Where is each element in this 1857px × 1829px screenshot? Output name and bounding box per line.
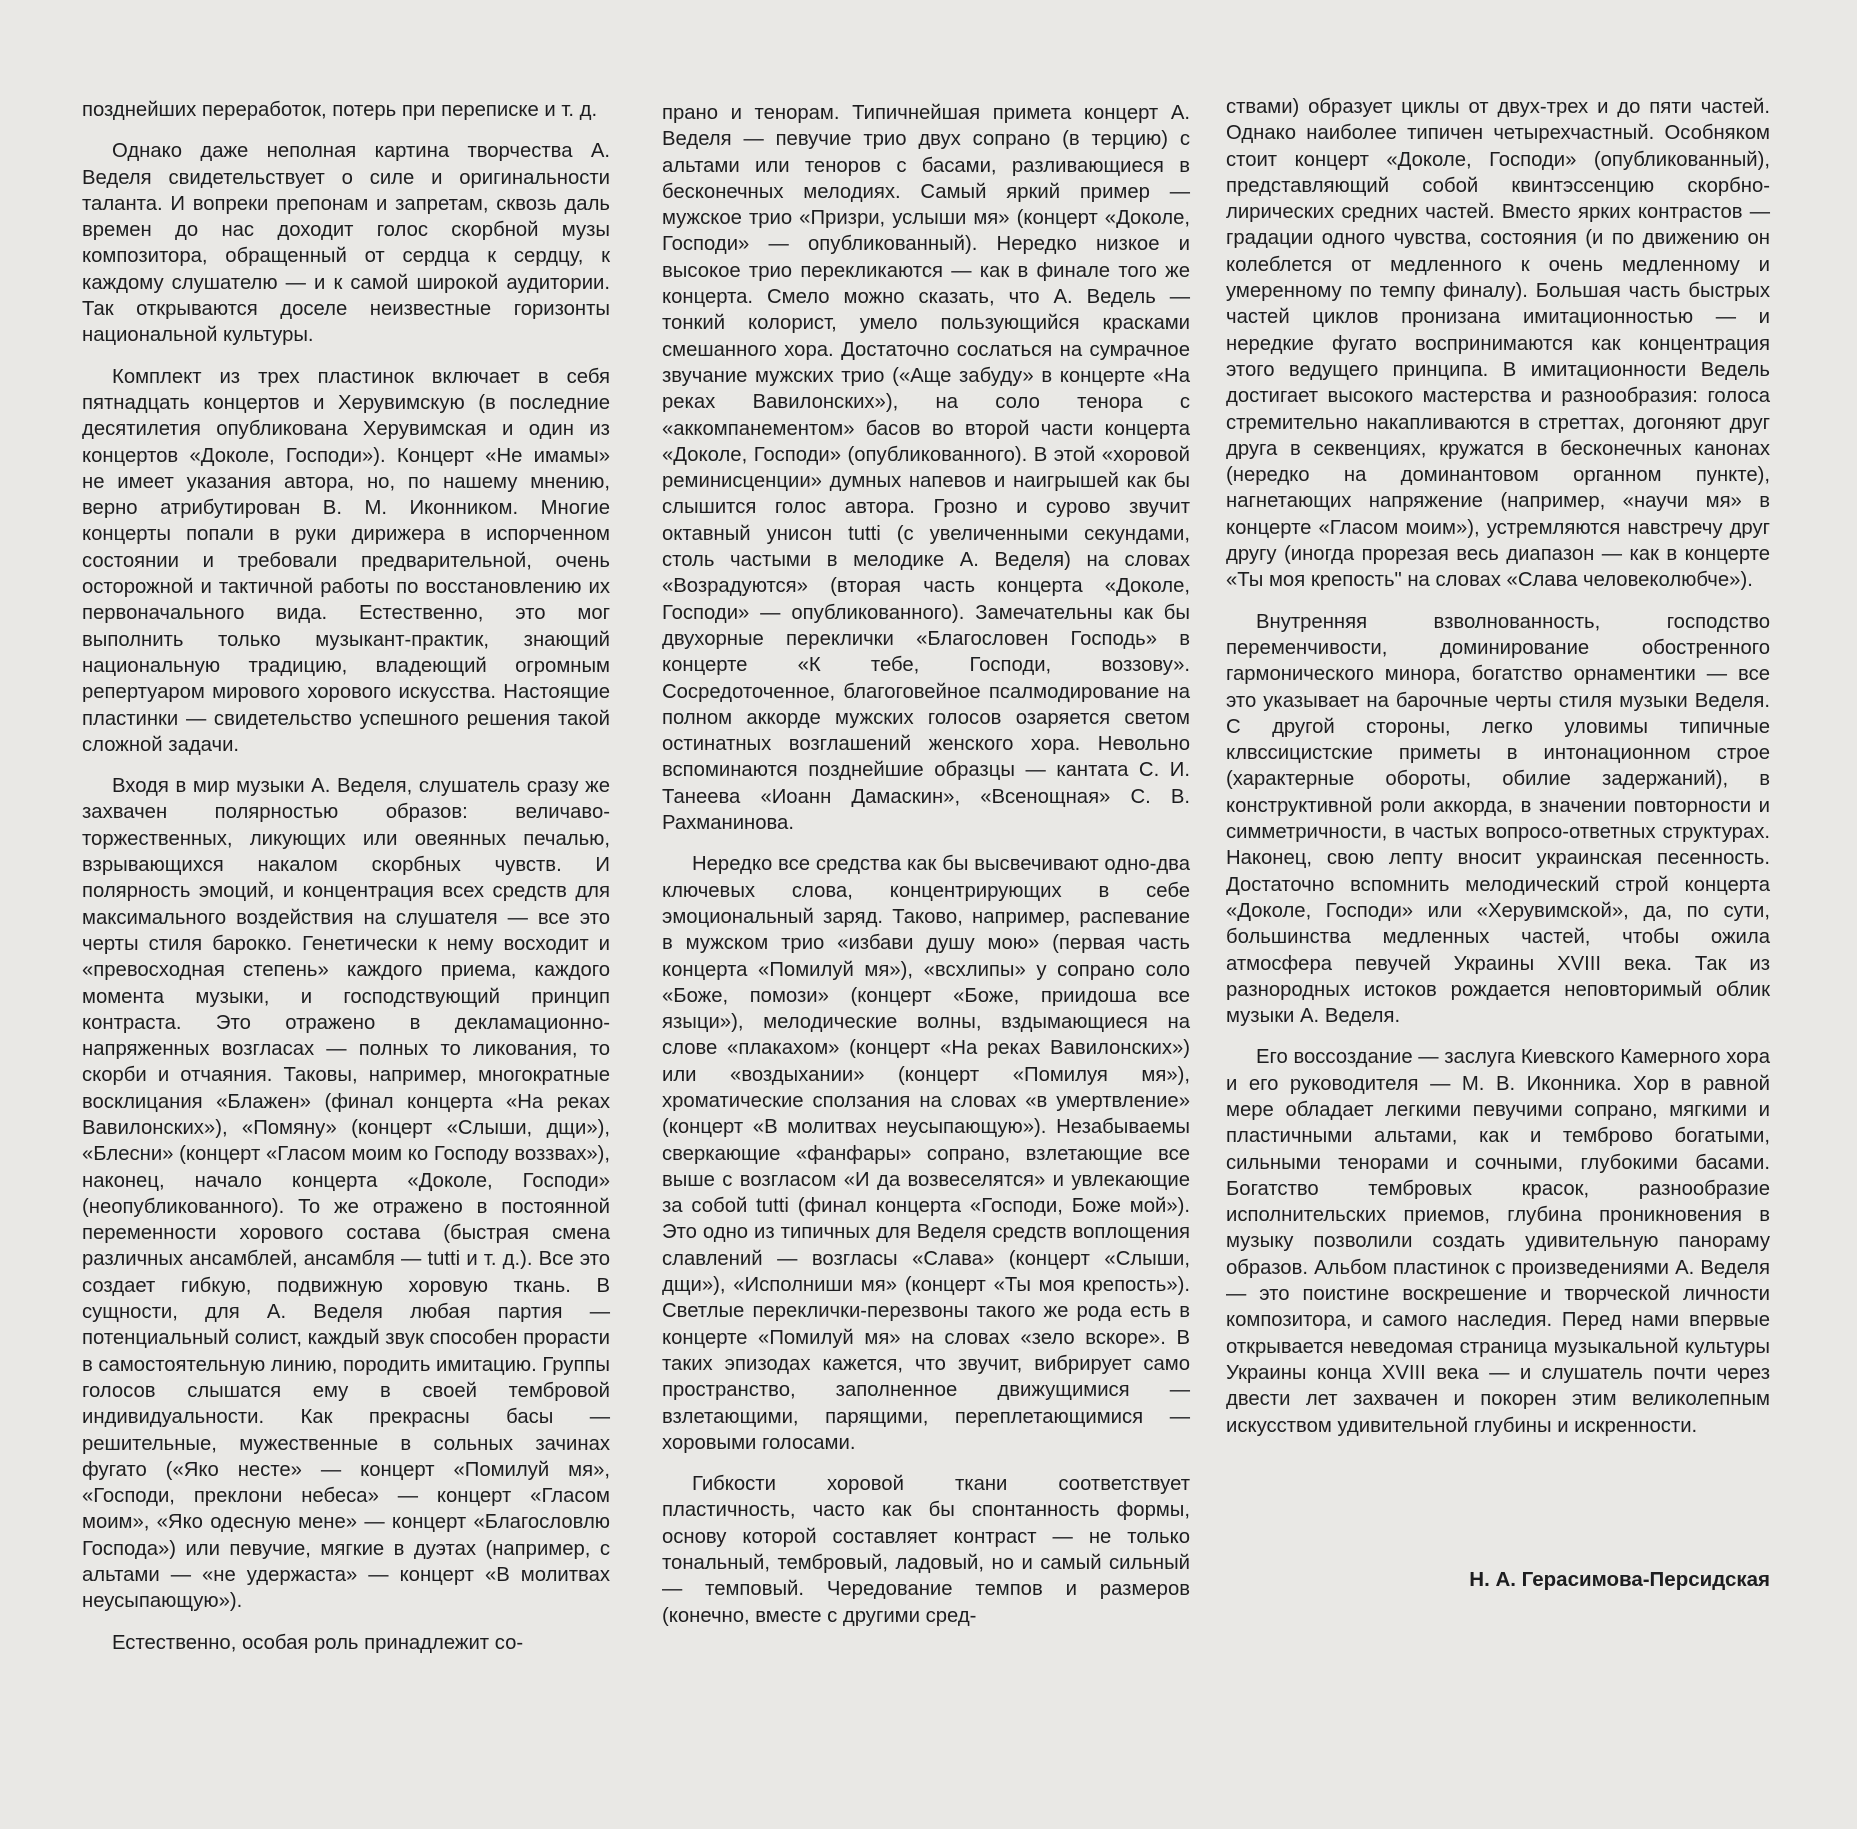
text-column-2 [662, 100, 1190, 1644]
author-signature: Н. А. Герасимова-Персидская [1469, 1568, 1770, 1591]
paragraph: Его воссоздание — заслуга Киевского Камерного хора и его руководителя — М. В. Иконника. Хор в равной мере обладает легкими певучими сопрано, мягкими и пластичными альтами, как и темброво богатыми, сильными тенорами и сочными, глубокими басами. Богатство тембровых красок, разнообразие исполнительских приемов, глубина проникновения в музыку позволили создать удивительную панораму образов. Альбом пластинок с произведениями А. Веделя — это поистине воскрешение и творческой личности композитора, и самого наследия. Перед нами впервые открывается неведомая страница музыкальной культуры Украины конца XVIII века — и слушатель почти через двести лет захвачен и покорен этим великолепным искусством удивительной глубины и искренности. [1226, 1046, 1770, 1437]
paragraph: Внутренняя взволнованность, господство переменчивости, доминирование обостренного гармонического минора, богатство орнаментики — все это указывает на барочные черты стиля музыки Веделя. С другой стороны, легко уловимы типичные клвссицистские приметы в интонационном строе (характерные обороты, обилие задержаний), в конструктивной роли аккорда, в значении повторности и симметричности, в частых вопросо-ответных структурах. Наконец, свою лепту вносит украинская песенность. Достаточно вспомнить мелодический строй концерта «Доколе, Господи» или «Херувимской», да, по сути, большинства медленных частей, чтобы ожила атмосфера певучей Украины XVIII века. Так из разнородных истоков рождается неповторимый облик музыки А. Веделя. [1226, 610, 1770, 1028]
paragraph: прано и тенорам. Типичнейшая примета концерт А. Веделя — певучие трио двух сопрано (в терцию) с альтами или теноров с басами, разливающиеся в бесконечных мелодиях. Самый яркий пример — мужское трио «Призри, услыши мя» (концерт «Доколе, Господи» — опубликованный). Нередко низкое и высокое трио перекликаются — как в финале того же концерта. Смело можно сказать, что А. Ведель — тонкий колорист, умело пользующийся красками смешанного хора. Достаточно сослаться на сумрачное звучание мужских трио («Аще забуду» в концерте «На реках Вавилонских»), на соло тенора с «аккомпанементом» басов во второй части концерта «Доколе, Господи» (опубликованного). В этой «хоровой реминисценции» думных напевов и наигрышей как бы слышится голос автора. Грозно и сурово звучит октавный унисон tutti (с увеличенными секундами, столь частыми в мелодике А. Веделя) на словах «Возрадуются» (вторая часть концерта «Доколе, Господи» — опубликованного). Замечательны как бы двухорные переклички «Благословен Господь» в концерте «К тебе, Господи, воззову». Сосредоточенное, благоговейное псалмодирование на полном аккорде мужских голосов озаряется светом остинатных возглашений женского хора. Невольно вспоминаются позднейшие образцы — кантата С. И. Танеева «Иоанн Дамаскин», «Всенощная» С. В. Рахманинова. [662, 102, 1190, 835]
text-column-1 [82, 97, 610, 1671]
paragraph: Нередко все средства как бы высвечивают одно-два ключевых слова, концентрирующих в себе эмоциональный заряд. Таково, например, распевание в мужском трио «избави душу мою» (первая часть концерта «Помилуй мя»), «всхлипы» у сопрано соло «Боже, помози» (концерт «Боже, приидоша все языци»), мелодические волны, вздымающиеся на слове «плакахом» (концерт «На реках Вавилонских») или «воздыхании» (концерт «Помилуя мя»), хроматические сползания на словах «в умертвление» (концерт «В молитвах неусыпающую»). Незабываемы сверкающие «фанфары» сопрано, взлетающие все выше с возгласом «И да возвеселятся» и увлекающие за собой tutti (финал концерта «Господи, Боже мой»). Это одно из типичных для Веделя средств воплощения славлений — возгласы «Слава» (концерт «Слыши, дщи»), «Исполниши мя» (концерт «Ты моя крепость»). Светлые переклички-перезвоны такого же рода есть в концерте «Помилуй мя» на словах «зело вскоре». В таких эпизодах кажется, что звучит, вибрирует само пространство, заполненное движущимися — взлетающими, парящими, переплетающимися — хоровыми голосами. [662, 853, 1190, 1454]
paragraph: Естественно, особая роль принадлежит со- [112, 1631, 524, 1654]
paragraph: Гибкости хоровой ткани соответствует пластичность, часто как бы спонтанность формы, основу которой составляет контраст — не только тональный, тембровый, ладовый, но и самый сильный — темповый. Чередование темпов и размеров (конечно, вместе с другими сред- [662, 1473, 1190, 1627]
paragraph: Комплект из трех пластинок включает в себя пятнадцать концертов и Херувимскую (в последние десятилетия опубликована Херувимская и один из концертов «Доколе, Господи»). Концерт «Не имамы» не имеет указания автора, но, по нашему мнению, верно атрибутирован В. М. Иконником. Многие концерты попали в руки дирижера в испорченном состоянии и требовали предварительной, очень осторожной и тактичной работы по восстановлению их первоначального вида. Естественно, это мог выполнить только музыкант-практик, знающий национальную традицию, владеющий огромным репертуаром мирового хорового искусства. Настоящие пластинки — свидетельство успешного решения такой сложной задачи. [82, 365, 610, 756]
paragraph: позднейших переработок, потерь при переписке и т. д. [82, 99, 598, 121]
paragraph: Однако даже неполная картина творчества А. Веделя свидетельствует о силе и оригинальности таланта. И вопреки препонам и запретам, сквозь даль времен до нас доходит голос скорбной музы композитора, обращенный от сердца к сердцу, к каждому слушателю — и к самой широкой аудитории. Так открываются доселе неизвестные горизонты национальной культуры. [82, 140, 610, 347]
paragraph: ствами) образует циклы от двух-трех и до пяти частей. Однако наиболее типичен четырехчастный. Особняком стоит концерт «Доколе, Господи» (опубликованный), представляющий собой квинтэссенцию скорбно-лирических средних частей. Вместо ярких контрастов — градации одного чувства, состояния (и по движению он колеблется от медленного к очень медленному и умеренному по темпу финалу). Большая часть быстрых частей циклов пронизана имитационностью — и нередкие фугато воспринимаются как концентрация этого ведущего принципа. В имитационности Ведель достигает высокого мастерства и разнообразия: голоса стремительно накапливаются в стреттах, догоняют друг друга в секвенциях, кружатся в бесконечных канонах (нередко на доминантовом органном пункте), нагнетающих напряжение (например, «научи мя» в концерте «Гласом моим»), устремляются навстречу друг другу (иногда прорезая весь диапазон — как в концерте «Ты моя крепость" на словах «Слава человеколюбче»). [1226, 96, 1770, 592]
text-column-3 [1226, 94, 1770, 1454]
paragraph: Входя в мир музыки А. Веделя, слушатель сразу же захвачен полярностью образов: величаво-торжественных, ликующих или овеянных печалью, взрывающихся накалом скорбных чувств. И полярность эмоций, и концентрация всех средств для максимального воздействия на слушателя — все это черты стиля барокко. Генетически к нему восходит и «превосходная степень» каждого приема, каждого момента музыки, и господствующий принцип контраста. Это отражено в декламационно-напряженных возгласах — полных то ликования, то скорби и отчаяния. Таковы, например, многократные восклицания «Блажен» (финал концерта «На реках Вавилонских»), «Помяну» (концерт «Слыши, дщи»), «Блесни» (концерт «Гласом моим ко Господу воззвах»), наконец, начало концерта «Доколе, Господи» (неопубликованного). То же отражено в постоянной переменности хорового состава (быстрая смена различных ансамблей, ансамбля — tutti и т. д.). Все это создает гибкую, подвижную хоровую ткань. В сущности, для А. Веделя любая партия — потенциальный солист, каждый звук способен прорасти в самостоятельную линию, породить имитацию. Группы голосов слышатся ему в своей тембровой индивидуальности. Как прекрасны басы — решительные, мужественные в сольных зачинах фугато («Яко несте» — концерт «Помилуй мя», «Господи, преклони небеса» — концерт «Гласом моим», «Яко одесную мене» — концерт «Благословлю Господа») или певучие, мягкие в дуэтах (например, с альтами — «не удержаста» — концерт «В молитвах неусыпающую»). [82, 775, 610, 1613]
